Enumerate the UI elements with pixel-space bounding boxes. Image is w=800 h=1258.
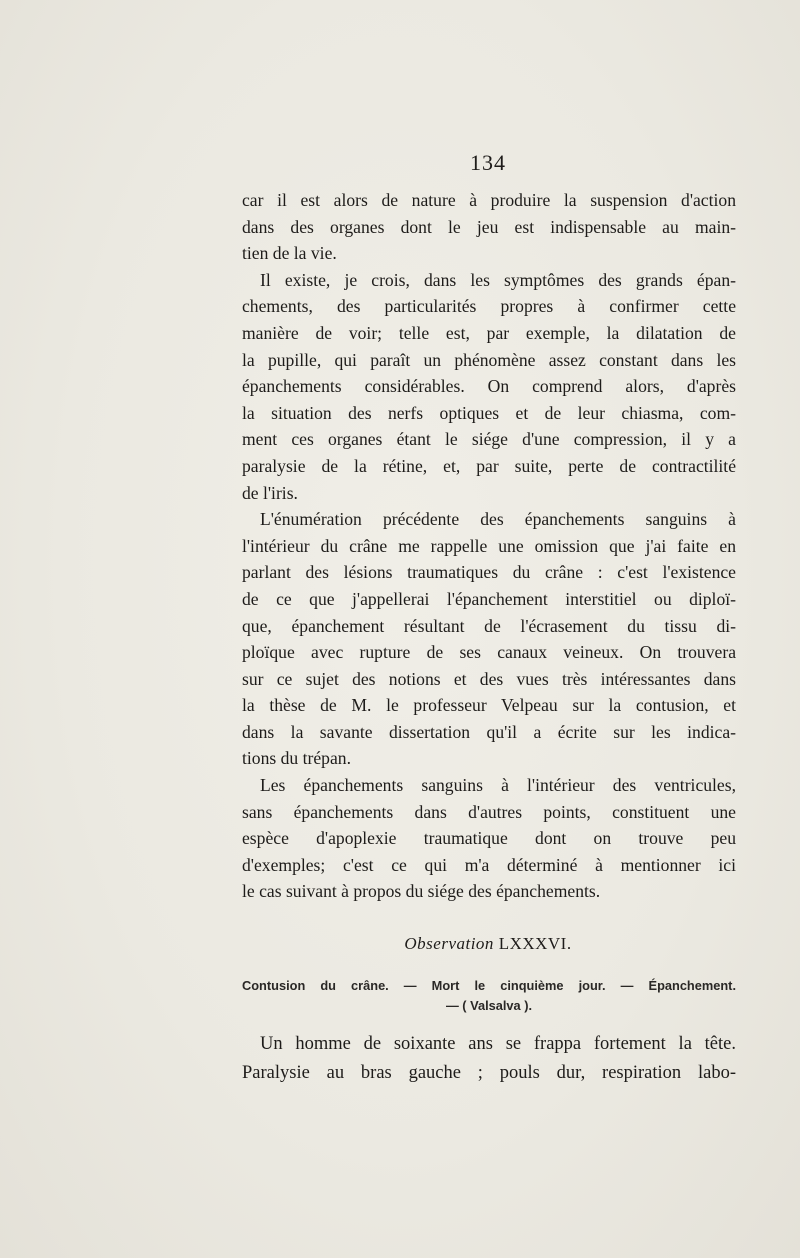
- observation-text-block: [242, 1030, 736, 1088]
- text-line: ploïque avec rupture de ses canaux veineux. On trouvera: [242, 642, 736, 663]
- text-line: le cas suivant à propos du siége des épanchements.: [242, 881, 601, 902]
- text-line: l'intérieur du crâne me rappelle une omission que j'ai faite en: [242, 535, 736, 556]
- text-line: Les épanchements sanguins à l'intérieur des ventricules,: [260, 775, 736, 796]
- text-line: car il est alors de nature à produire la suspension d'action: [242, 190, 736, 210]
- text-line: Un homme de soixante ans se frappa fortement la tête.: [260, 1034, 736, 1054]
- text-line: chements, des particularités propres à confirmer cette: [242, 296, 736, 317]
- text-line: sur ce sujet des notions et des vues très intéressantes dans: [242, 668, 736, 689]
- text-line: épanchements considérables. On comprend alors, d'après: [242, 376, 736, 397]
- observation-heading: [0, 934, 800, 954]
- observation-subtitle-line-2: — ( Valsalva ).: [445, 998, 533, 1013]
- text-line: Paralysie au bras gauche ; pouls dur, respiration labo-: [242, 1063, 736, 1083]
- observation-label: Observation: [404, 934, 494, 953]
- main-text-block: [242, 187, 736, 905]
- observation-subtitle-line-1: Contusion du crâne. — Mort le cinquième jour. — Épanchement.: [242, 978, 736, 993]
- text-line: L'énumération précédente des épanchements sanguins à: [260, 509, 736, 530]
- text-line: dans des organes dont le jeu est indispensable au main-: [242, 216, 736, 237]
- text-line: dans la savante dissertation qu'il a écrite sur les indica-: [242, 721, 736, 742]
- page-number: 134: [470, 150, 506, 175]
- text-line: la thèse de M. le professeur Velpeau sur la contusion, et: [242, 695, 736, 716]
- observation-number: LXXXVI.: [498, 934, 572, 953]
- text-line: d'exemples; c'est ce qui m'a déterminé à mentionner ici: [242, 854, 736, 875]
- text-line: de l'iris.: [242, 482, 298, 503]
- text-line: manière de voir; telle est, par exemple, la dilatation de: [242, 322, 736, 343]
- text-line: de ce que j'appellerai l'épanchement interstitiel ou diploï-: [242, 588, 736, 609]
- text-line: Il existe, je crois, dans les symptômes des grands épan-: [260, 269, 736, 290]
- text-line: espèce d'apoplexie traumatique dont on trouve peu: [242, 828, 736, 849]
- text-line: ment ces organes étant le siége d'une compression, il y a: [242, 429, 736, 450]
- text-line: que, épanchement résultant de l'écrasement du tissu di-: [242, 615, 736, 636]
- text-line: parlant des lésions traumatiques du crâne : c'est l'existence: [242, 562, 736, 583]
- text-line: la pupille, qui paraît un phénomène assez constant dans les: [242, 349, 736, 370]
- text-line: tions du trépan.: [242, 748, 351, 769]
- text-line: paralysie de la rétine, et, par suite, perte de contractilité: [242, 455, 736, 476]
- text-line: la situation des nerfs optiques et de leur chiasma, com-: [242, 402, 736, 423]
- text-line: tien de la vie.: [242, 243, 337, 264]
- text-line: sans épanchements dans d'autres points, constituent une: [242, 801, 736, 822]
